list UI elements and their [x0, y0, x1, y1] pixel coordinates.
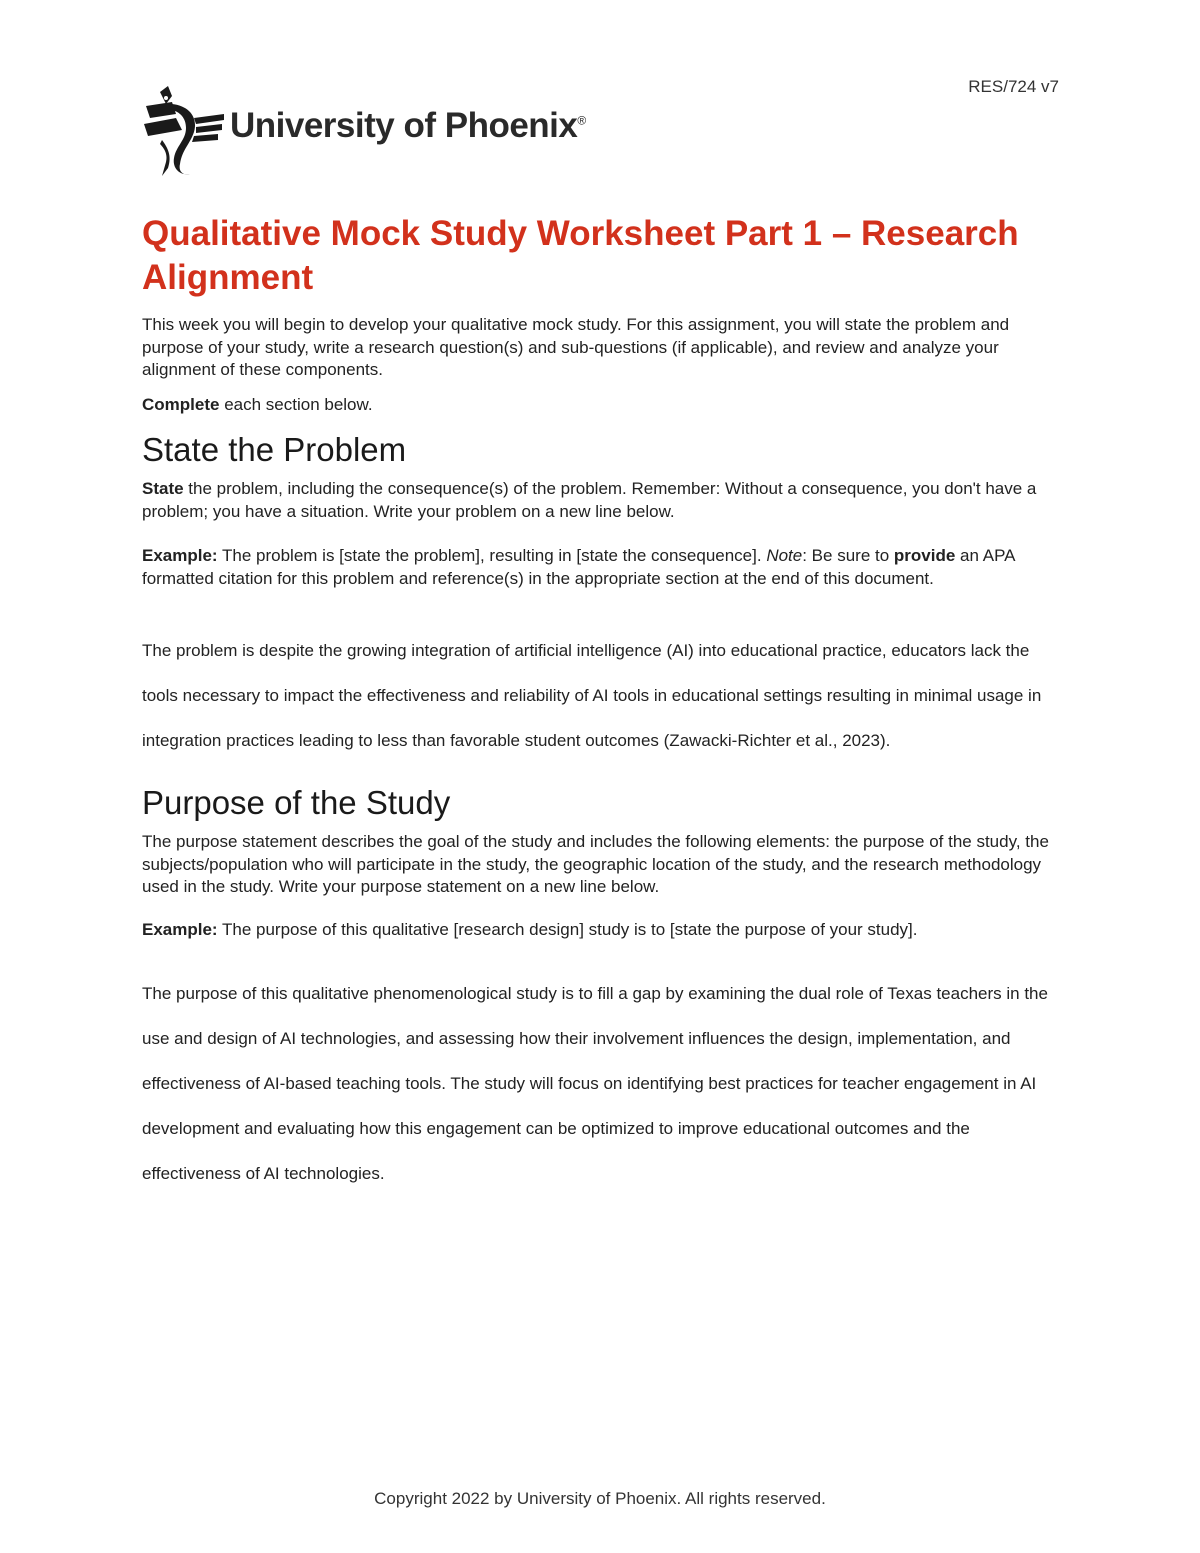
section-heading-problem: State the Problem — [142, 431, 407, 468]
section-heading-purpose: Purpose of the Study — [142, 784, 451, 821]
problem-answer: The problem is despite the growing integration of artificial intelligence (AI) into educational practice, educators lack the tools necessary to impact the effectiveness and reliability of AI tools in educational settings resulting in minimal usage in integration practices leading to less than favorable student outcomes (Zawacki-Richter et al., 2023). — [142, 641, 1042, 750]
course-code: RES/724 v7 — [968, 77, 1059, 96]
university-logo — [142, 84, 586, 178]
purpose-example: Example: The purpose of this qualitative [research design] study is to [state the purpose of your study]. — [142, 919, 918, 939]
purpose-description: The purpose statement describes the goal of the study and includes the following elements: the purpose of the study, the subjects/population who will participate in the study, the geographic location of the study, and the research methodology used in the study. Write your purpose statement on a new line below. — [142, 832, 1049, 896]
page-title: Qualitative Mock Study Worksheet Part 1 – Research Alignment — [142, 214, 1019, 297]
logo-text: University of Phoenix® — [230, 106, 586, 145]
document-body — [142, 212, 1062, 1196]
copyright-footer: Copyright 2022 by University of Phoenix. All rights reserved. — [374, 1489, 826, 1508]
purpose-answer: The purpose of this qualitative phenomenological study is to fill a gap by examining the dual role of Texas teachers in the use and design of AI technologies, and assessing how their involvement influences the design, implementation, and effectiveness of AI-based teaching tools. The study will focus on identifying best practices for teacher engagement in AI development and evaluating how this engagement can be optimized to improve educational outcomes and the effectiveness of AI technologies. — [142, 984, 1048, 1183]
problem-instruction: State the problem, including the consequence(s) of the problem. Remember: Without a consequence, you don't have a problem; you have a situation. Write your problem on a new line below. — [142, 479, 1037, 521]
phoenix-bird-icon — [142, 84, 226, 178]
intro-paragraph: This week you will begin to develop your qualitative mock study. For this assignment, you will state the problem and purpose of your study, write a research question(s) and sub-questions (if applicable), and review and analyze your alignment of these components. — [142, 315, 1010, 379]
complete-instruction: Complete each section below. — [142, 394, 373, 414]
problem-example: Example: The problem is [state the problem], resulting in [state the consequence]. Note: Be sure to provide an APA formatted citation for this problem and reference(s) in the appropriate section at the end of this document. — [142, 546, 1015, 588]
